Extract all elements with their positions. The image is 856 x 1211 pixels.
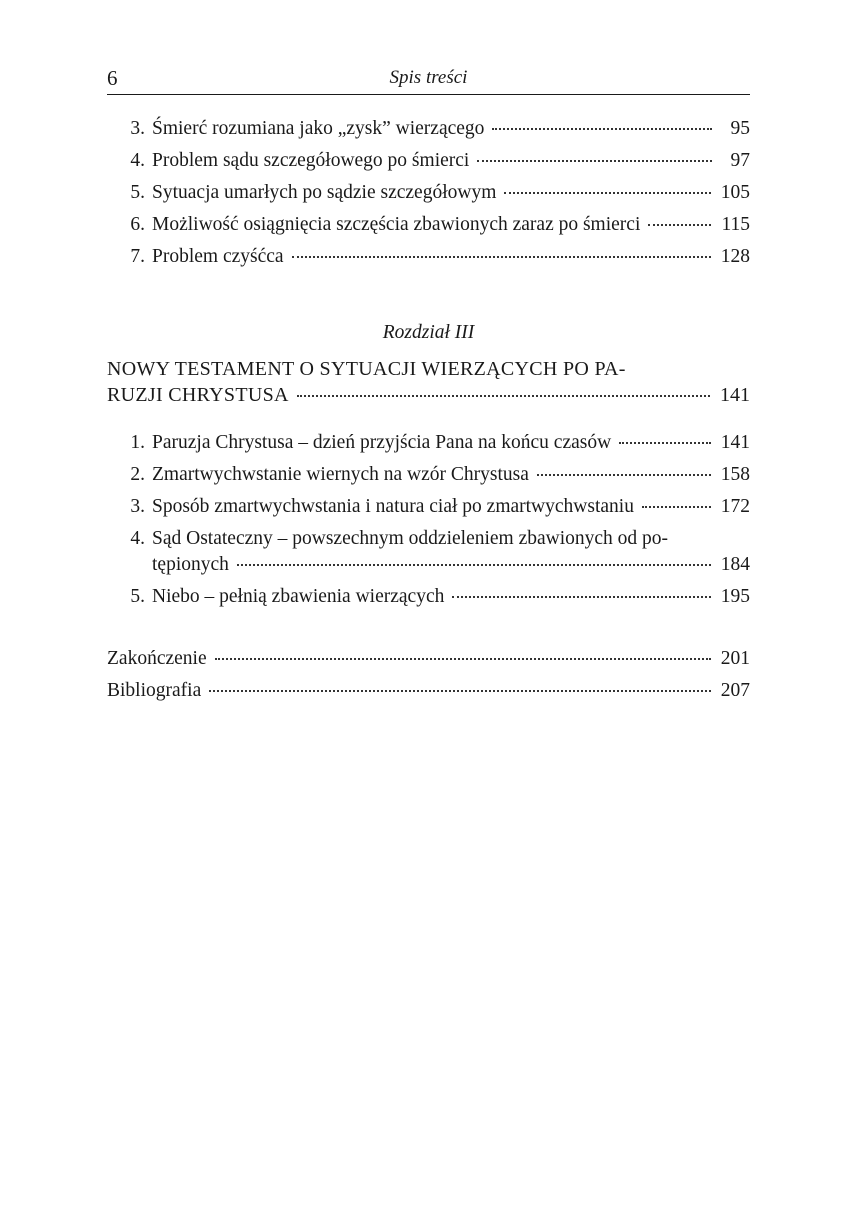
entry-title: Niebo – pełnią zbawienia wierzących <box>152 586 445 607</box>
entry-number: 4. <box>130 150 145 171</box>
chapter-page: 141 <box>720 384 750 406</box>
toc-entry[interactable] <box>107 464 750 494</box>
toc-entry[interactable] <box>107 150 750 180</box>
entry-number: 6. <box>130 214 145 235</box>
entry-number: 3. <box>130 496 145 517</box>
toc-entry[interactable] <box>107 118 750 148</box>
dot-leader <box>477 160 712 162</box>
entry-page: 105 <box>720 182 750 203</box>
dot-leader <box>537 474 711 476</box>
dot-leader <box>504 192 710 194</box>
entry-page: 97 <box>730 150 750 171</box>
entry-page: 201 <box>720 648 750 669</box>
entry-page: 95 <box>730 118 750 139</box>
entry-page: 115 <box>721 214 750 235</box>
dot-leader <box>619 442 711 444</box>
dot-leader <box>209 690 711 692</box>
entry-title: Sąd Ostateczny – powszechnym oddzieleniem zbawionych od po- <box>152 528 669 549</box>
toc-entry[interactable] <box>107 246 750 276</box>
entry-number: 5. <box>130 586 145 607</box>
entry-title: Śmierć rozumiana jako „zysk” wierzącego <box>152 118 485 139</box>
dot-leader <box>452 596 710 598</box>
entry-title: Bibliografia <box>107 680 202 701</box>
chapter-title-line1[interactable]: NOWY TESTAMENT O SYTUACJI WIERZĄCYCH PO PA- <box>107 358 626 380</box>
chapter-title-line2: RUZJI CHRYSTUSA <box>107 384 289 406</box>
entry-title: Paruzja Chrystusa – dzień przyjścia Pana na końcu czasów <box>152 432 612 453</box>
page-number: 6 <box>107 66 118 90</box>
dot-leader <box>492 128 712 130</box>
toc-entry[interactable] <box>107 586 750 616</box>
entry-number: 4. <box>130 528 145 549</box>
chapter-label: Rozdział III <box>382 322 475 343</box>
entry-page: 195 <box>720 586 750 607</box>
toc-entry[interactable] <box>107 432 750 462</box>
entry-number: 7. <box>130 246 145 267</box>
entry-title: Zakończenie <box>107 648 207 669</box>
running-title: Spis treści <box>389 67 468 88</box>
dot-leader <box>297 395 710 397</box>
dot-leader <box>292 256 711 258</box>
entry-title-continuation: tępionych <box>152 554 229 575</box>
entry-number: 2. <box>130 464 145 485</box>
dot-leader <box>642 506 711 508</box>
entry-number: 1. <box>130 432 145 453</box>
entry-title: Zmartwychwstanie wiernych na wzór Chrystusa <box>152 464 529 485</box>
entry-page: 172 <box>720 496 750 517</box>
page-header <box>107 62 750 95</box>
dot-leader <box>215 658 711 660</box>
entry-page: 184 <box>720 554 750 575</box>
entry-page: 141 <box>720 432 750 453</box>
toc-entry-conclusion[interactable] <box>107 648 750 678</box>
entry-title: Problem czyśćca <box>152 246 284 267</box>
entry-title: Sposób zmartwychwstania i natura ciał po zmartwychwstaniu <box>152 496 634 517</box>
toc-entry[interactable] <box>107 496 750 526</box>
dot-leader <box>648 224 711 226</box>
toc-entry-bibliography[interactable] <box>107 680 750 710</box>
entry-title: Problem sądu szczegółowego po śmierci <box>152 150 470 171</box>
toc-entry[interactable] <box>107 182 750 212</box>
entry-number: 5. <box>130 182 145 203</box>
entry-title: Możliwość osiągnięcia szczęścia zbawionych zaraz po śmierci <box>152 214 641 235</box>
dot-leader <box>237 564 711 566</box>
toc-entry-line2[interactable] <box>107 554 750 584</box>
entry-page: 207 <box>720 680 750 701</box>
toc-entry[interactable] <box>107 214 750 244</box>
entry-number: 3. <box>130 118 145 139</box>
chapter-title-entry[interactable] <box>107 384 750 414</box>
entry-title: Sytuacja umarłych po sądzie szczegółowym <box>152 182 497 203</box>
entry-page: 158 <box>720 464 750 485</box>
entry-page: 128 <box>720 246 750 267</box>
